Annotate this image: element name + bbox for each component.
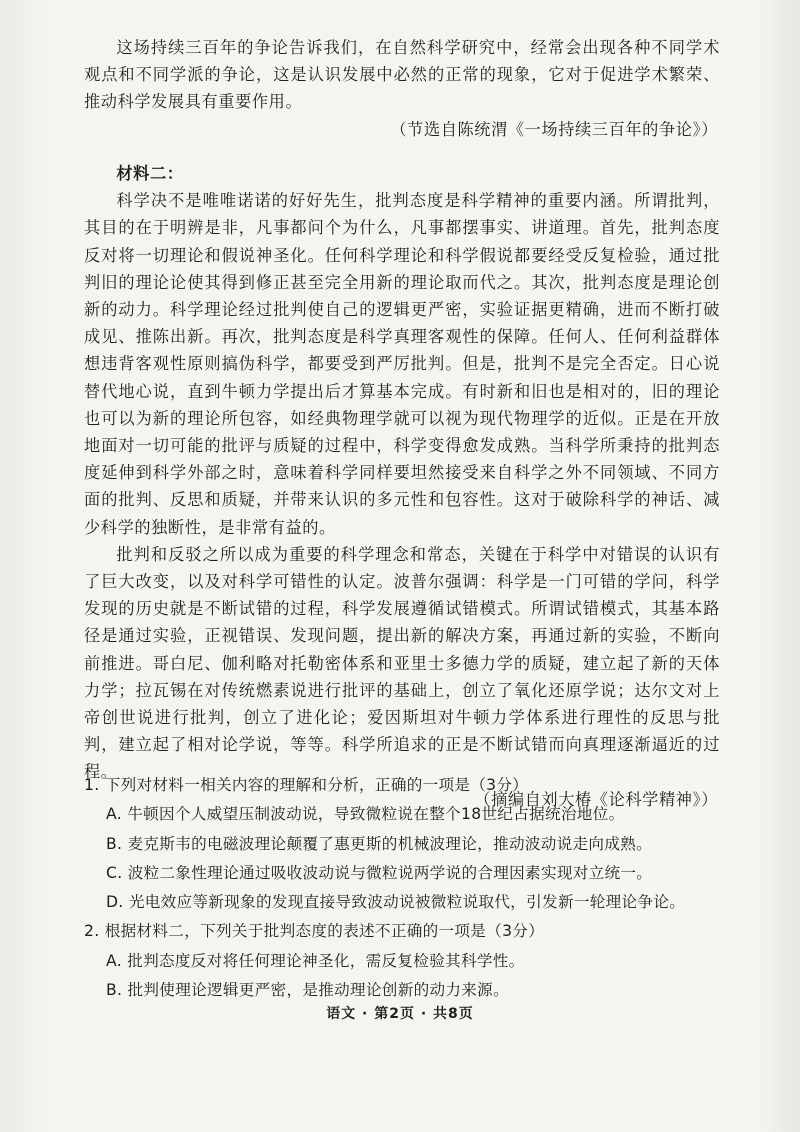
page-footer: 语文 · 第2页 · 共8页 <box>326 1006 474 1022</box>
question-1 <box>84 771 724 917</box>
option-c: C. 波粒二象性理论通过吸收波动说与微粒说两学说的合理因素实现对立统一。 <box>106 863 653 882</box>
material-one-source: （节选自陈统渭《一场持续三百年的争论》） <box>390 119 718 139</box>
material-two-source: （摘编自刘大椿《论科学精神》） <box>474 789 718 809</box>
material-two-heading: 材料二： <box>116 164 184 183</box>
question-2 <box>84 917 724 1005</box>
option-a: A. 牛顿因个人威望压制波动说，导致微粒说在整个18世纪占据统治地位。 <box>106 805 625 824</box>
option-d: D. 光电效应等新现象的发现直接导致波动说被微粒说取代，引发新一轮理论争论。 <box>106 893 686 912</box>
material-two-paragraph-2: 批判和反驳之所以成为重要的科学理念和常态，关键在于科学中对错误的认识有了巨大改变，以及对科学可错性的认定。波普尔强调：科学是一门可错的学问，科学发现的历史就是不断试错的过程，科学发展遵循试错模式。所谓试错模式，其基本路径是通过实验，正视错误、发现问题，提出新的解决方案，再通过新的实验，不断向前推进。哥白尼、伽利略对托勒密体系和亚里士多德力学的质疑，建立起了新的天体力学；拉瓦锡在对传统燃素说进行批评的基础上，创立了氧化还原学说；达尔文对上帝创世说进行批判，创立了进化论；爱因斯坦对牛顿力学体系进行理性的反思与批判，建立起了相对论学说，等等。科学所追求的正是不断试错而向真理逐渐逼近的过程。 <box>84 544 720 782</box>
material-one-tail <box>84 34 720 143</box>
option-b: B. 麦克斯韦的电磁波理论颠覆了惠更斯的机械波理论，推动波动说走向成熟。 <box>106 834 653 853</box>
material-two <box>84 154 720 813</box>
question-stem: 1. 下列对材料一相关内容的理解和分析，正确的一项是（3分） <box>84 776 529 794</box>
option-b: B. 批判使理论逻辑更严密，是推动理论创新的动力来源。 <box>106 981 509 1000</box>
question-stem: 2. 根据材料二，下列关于批判态度的表述不正确的一项是（3分） <box>84 922 545 941</box>
option-a: A. 批判态度反对将任何理论神圣化，需反复检验其科学性。 <box>106 951 525 970</box>
material-one-conclusion: 这场持续三百年的争论告诉我们，在自然科学研究中，经常会出现各种不同学术观点和不同学派的争论，这是认识发展中必然的正常的现象，它对于促进学术繁荣、推动科学发展具有重要作用。 <box>84 38 720 112</box>
material-two-paragraph-1: 科学决不是唯唯诺诺的好好先生，批判态度是科学精神的重要内涵。所谓批判，其目的在于明辨是非，凡事都问个为什么，凡事都摆事实、讲道理。首先，批判态度反对将一切理论和假说神圣化。任何科学理论和科学假说都要经受反复检验，通过批判旧的理论论使其得到修正甚至完全用新的理论取而代之。其次，批判态度是理论创新的动力。科学理论经过批判使自己的逻辑更严密，实验证据更精确，进而不断打破成见、推陈出新。再次，批判态度是科学真理客观性的保障。任何人、任何利益群体想违背客观性原则搞伪科学，都要受到严厉批判。但是，批判不是完全否定。日心说替代地心说，直到牛顿力学提出后才算基本完成。有时新和旧也是相对的，旧的理论也可以为新的理论所包容，如经典物理学就可以视为现代物理学的近似。正是在开放地面对一切可能的批评与质疑的过程中，科学变得愈发成熟。当科学所秉持的批判态度延伸到科学外部之时，意味着科学同样要坦然接受来自科学之外不同领域、不同方面的批判、反思和质疑，并带来认识的多元性和包容性。这对于破除科学的神话、减少科学的独断性，是非常有益的。 <box>84 191 720 537</box>
question-section <box>84 771 724 1005</box>
